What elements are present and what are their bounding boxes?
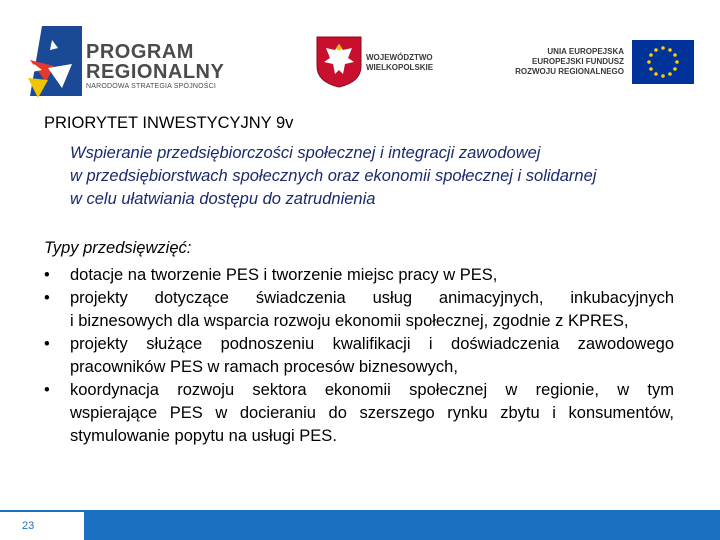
project-types-list <box>44 264 674 448</box>
program-logo-line2: REGIONALNY <box>86 61 225 83</box>
program-logo-line1: PROGRAM <box>86 41 194 63</box>
voivodeship-line1: WOJEWÓDZTWO <box>366 53 433 62</box>
list-item-text: i biznesowych dla wsparcia rozwoju ekonomii społecznej, zgodnie z KPRES, <box>70 312 629 330</box>
list-item <box>44 379 674 448</box>
eu-logo-line2: EUROPEJSKI FUNDUSZ <box>531 57 624 66</box>
nss-emblem-icon <box>28 26 82 104</box>
priority-description <box>70 142 680 211</box>
bullet-icon: • <box>44 289 50 307</box>
priority-desc-line: w przedsiębiorstwach społecznych oraz ekonomii społecznej i solidarnej <box>70 167 597 185</box>
program-regionalny-logo <box>28 26 268 104</box>
priority-desc-line: w celu ułatwiania dostępu do zatrudnienia <box>70 190 376 208</box>
list-item-text: dotacje na tworzenie PES i tworzenie miejsc pracy w PES, <box>70 266 498 284</box>
types-heading: Typy przedsięwzięć: <box>44 239 192 257</box>
list-item-text: stymulowanie popytu na usługi PES. <box>70 427 337 445</box>
eu-flag-icon <box>632 40 694 84</box>
wielkopolskie-logo <box>316 36 456 88</box>
list-item-text: projekty służące podnoszeniu kwalifikacji i doświadczenia zawodowego <box>70 335 674 353</box>
eu-logo-line1: UNIA EUROPEJSKA <box>547 47 624 56</box>
eu-logo-line3: ROZWOJU REGIONALNEGO <box>515 67 624 76</box>
list-item <box>44 264 674 287</box>
voivodeship-line2: WIELKOPOLSKIE <box>366 63 434 72</box>
list-item <box>44 287 674 333</box>
list-item-text: projekty dotyczące świadczenia usług animacyjnych, inkubacyjnych <box>70 289 674 307</box>
priority-desc-line: Wspieranie przedsiębiorczości społecznej i integracji zawodowej <box>70 144 541 162</box>
priority-title: PRIORYTET INWESTYCYJNY 9v <box>44 114 294 132</box>
bullet-icon: • <box>44 335 50 353</box>
bullet-icon: • <box>44 266 50 284</box>
page-number-box <box>0 510 84 540</box>
program-logo-line3: NARODOWA STRATEGIA SPÓJNOŚCI <box>86 83 217 90</box>
bullet-icon: • <box>44 381 50 399</box>
page-number: 23 <box>22 520 35 532</box>
eagle-shield-icon <box>316 36 362 88</box>
list-item-text: wspierające PES w docieraniu do szerszego rynku zbytu i konsumentów, <box>70 404 674 422</box>
footer-bar <box>0 510 720 540</box>
eu-fund-logo <box>494 40 700 90</box>
list-item-text: pracowników PES w ramach procesów biznesowych, <box>70 358 458 376</box>
list-item-text: koordynacja rozwoju sektora ekonomii społecznej w regionie, w tym <box>70 381 674 399</box>
list-item <box>44 333 674 379</box>
